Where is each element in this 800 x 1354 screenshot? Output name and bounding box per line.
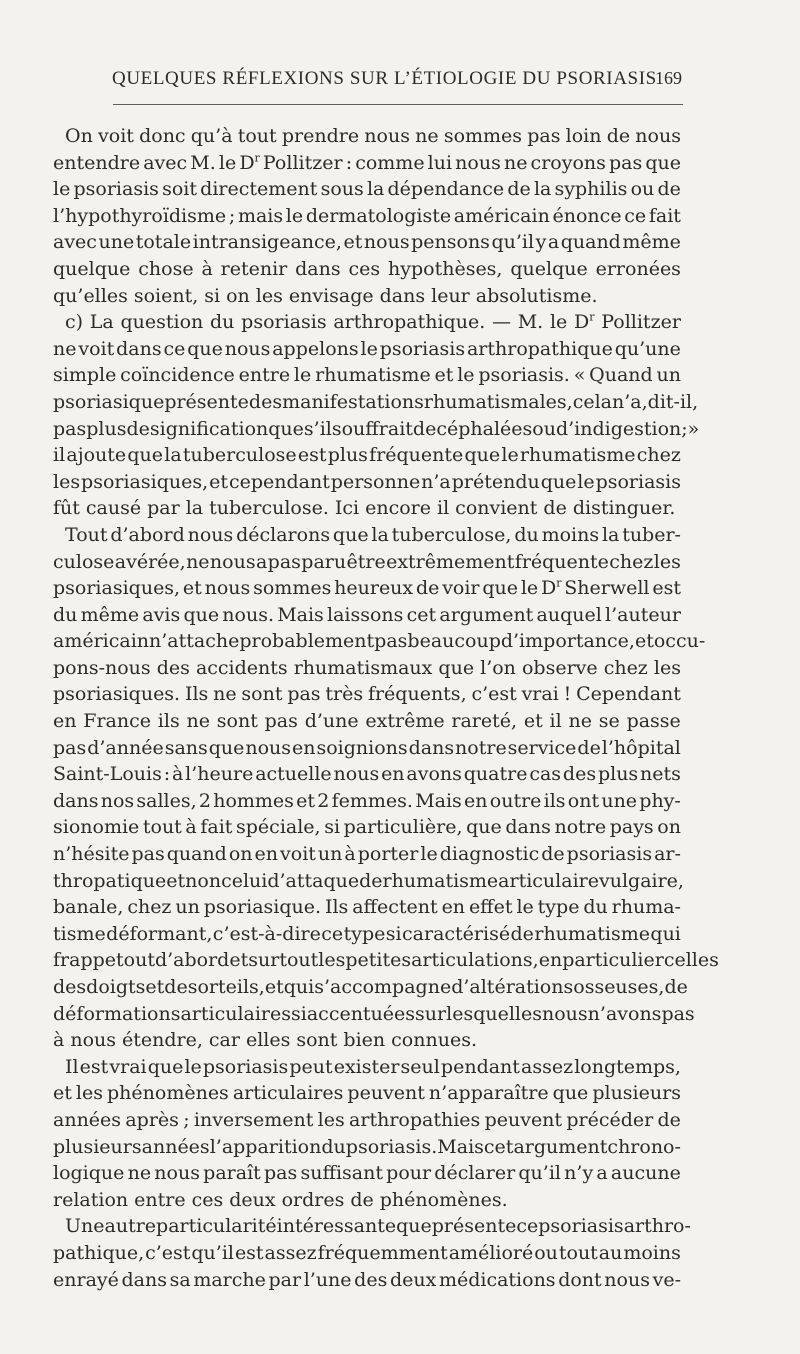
text-line: américain n’attache probablement pas beaucoup d’importance, et occu- [53,630,706,653]
text-line: thropatique et non celui d’attaque de rhumatisme articulaire vulgaire, [53,869,684,892]
text-line: années après ; inversement les arthropathies peuvent précéder de [53,1108,681,1131]
text-line: dans nos salles, 2 hommes et 2 femmes. Mais en outre ils ont une phy- [53,789,681,812]
text-line: logique ne nous paraît pas suffisant pour déclarer qu’il n’y a aucune [53,1162,681,1185]
text-line: des doigts et des orteils, et qui s’accompagne d’altérations osseuses, de [53,976,688,998]
header-rule [113,104,683,105]
text-line: Il est vrai que le psoriasis peut exister seul pendant assez longtemps, [65,1055,681,1078]
text-line: déformations articulaires si accentuées sur lesquelles nous n’avons pas [53,1002,695,1025]
running-title: QUELQUES RÉFLEXIONS SUR L’ÉTIOLOGIE DU PSORIASIS [112,68,657,89]
running-header [112,68,682,94]
text-line: relation entre ces deux ordres de phénomènes. [53,1188,508,1211]
page-number: 169 [655,68,682,88]
text-line: tisme déformant, c’est-à-dire ce type si caractérisé de rhumatisme qui [53,922,681,945]
text-line: et les phénomènes articulaires peuvent n’apparaître que plusieurs [53,1082,681,1105]
text-line: culose avérée, ne nous a pas paru être extrêmement fréquente chez les [53,550,681,573]
text-line: du même avis que nous. Mais laissons cet argument auquel l’auteur [53,603,681,626]
text-line: psoriasique présente des manifestations rhumatismales, cela n’a, dit-il, [53,390,699,413]
text-line: entendre avec M. le $D^r$ Pollitzer : comme lui nous ne croyons pas que [53,151,681,174]
text-line: Tout d’abord nous déclarons que la tuberculose, du moins la tuber- [65,523,681,546]
text-line: l’hypothyroïdisme ; mais le dermatologiste américain énonce ce fait [53,204,681,227]
text-line: simple coïncidence entre le rhumatisme et le psoriasis. « Quand un [53,364,681,387]
text-line: il ajoute que la tuberculose est plus fréquente que le rhumatisme chez [53,444,681,467]
text-line: qu’elles soient, si on les envisage dans leur absolutisme. [53,284,598,307]
text-line: le psoriasis soit directement sous la dépendance de la syphilis ou de [53,178,681,201]
body-text [53,123,719,1293]
text-line: ne voit dans ce que nous appelons le psoriasis arthropathique qu’une [53,337,681,360]
text-line: psoriasiques, et nous sommes heureux de voir que le $D^r$ Sherwell est [53,576,681,600]
text-line: pathique, c’est qu’il est assez fréquemment amélioré ou tout au moins [53,1241,681,1264]
text-line: pons-nous des accidents rhumatismaux que l’on observe chez les [53,656,681,679]
text-line: sionomie tout à fait spéciale, si particulière, que dans notre pays on [53,816,681,839]
text-line: avec une totale intransigeance, et nous pensons qu’il y a quand même [53,231,681,254]
text-line: plusieurs années l’apparition du psoriasis. Mais cet argument chrono- [53,1135,681,1158]
text-line: banale, chez un psoriasique. Ils affectent en effet le type du rhuma- [53,896,681,919]
text-line: à nous étendre, car elles sont bien connues. [53,1029,477,1052]
text-line: Une autre particularité intéressante que présente ce psoriasis arthro- [65,1215,691,1238]
text-line: n’hésite pas quand on en voit un à porter le diagnostic de psoriasis ar- [53,843,681,866]
text-line: en France ils ne sont pas d’une extrême rareté, et il ne se passe [53,710,681,733]
text-line: pas d’année sans que nous en soignions dans notre service de l’hôpital [53,736,681,759]
text-line: enrayé dans sa marche par l’une des deux médications dont nous ve- [53,1268,681,1291]
text-line: quelque chose à retenir dans ces hypothèses, quelque erronées [53,257,681,280]
text-line: psoriasiques. Ils ne sont pas très fréquents, c’est vrai ! Cependant [53,683,681,706]
text-line: c) La question du psoriasis arthropathique. — M. le $D^r$ Pollitzer [65,310,681,334]
text-line: Saint-Louis : à l’heure actuelle nous en avons quatre cas des plus nets [53,763,681,786]
text-line: fût causé par la tuberculose. Ici encore il convient de distinguer. [53,497,676,520]
text-line: On voit donc qu’à tout prendre nous ne sommes pas loin de nous [65,125,681,147]
text-line: pas plus de signification que s’il souffrait de céphalées ou d’indigestion ; » [53,417,700,440]
text-line: frappe tout d’abord et surtout les petites articulations, en particulier celles [53,949,719,972]
text-line: les psoriasiques, et cependant personne n’a prétendu que le psoriasis [53,470,681,493]
